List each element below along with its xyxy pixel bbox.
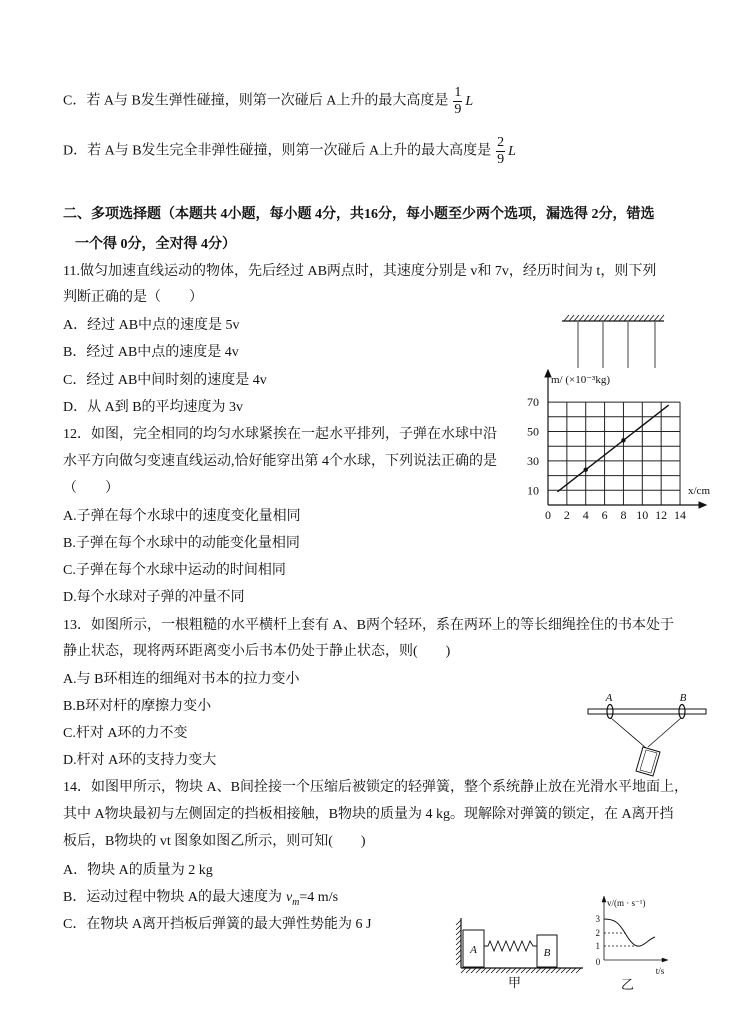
block-a-label: A xyxy=(470,944,477,956)
ceiling-hatch xyxy=(644,315,649,321)
velocity-subscript: m xyxy=(292,896,300,908)
floor-hatch xyxy=(551,968,556,973)
wall-hatch xyxy=(456,930,461,935)
string-b xyxy=(648,718,681,747)
floor-hatch xyxy=(511,968,516,973)
section-heading-line-2: 一个得 0分，全对得 4分） xyxy=(75,237,236,252)
wall-hatch xyxy=(456,950,461,955)
v-tick-label: 3 xyxy=(595,914,600,924)
x-tick-label: 8 xyxy=(620,508,627,522)
floor-hatch xyxy=(501,968,506,973)
ceiling-hatch xyxy=(654,315,659,321)
floor-hatch xyxy=(461,968,466,973)
y-tick-label: 70 xyxy=(527,395,539,410)
floor-hatch xyxy=(536,968,541,973)
x-tick-label: 14 xyxy=(674,508,687,522)
y-tick-label: 30 xyxy=(527,453,539,468)
ceiling-hatch xyxy=(634,315,639,321)
q13-option-d: D.杆对 A环的支持力变大 xyxy=(63,753,217,768)
q12-option-c: C.子弹在每个水球中运动的时间相同 xyxy=(63,563,286,578)
q11-option-c: C．经过 AB中间时刻的速度是 4v xyxy=(63,373,267,388)
x-tick-label: 12 xyxy=(655,508,668,522)
q12-stem-line-3: （ ） xyxy=(63,481,119,496)
ceiling-hatch xyxy=(599,315,604,321)
v-tick-label: 2 xyxy=(595,928,600,938)
x-axis-label: x/cm xyxy=(688,485,710,497)
wall-hatch xyxy=(456,940,461,945)
q14-option-b-text: B．运动过程中物块 A的最大速度为 xyxy=(63,890,282,905)
floor-hatch xyxy=(506,968,511,973)
floor-hatch xyxy=(516,968,521,973)
x-tick-label: 0 xyxy=(545,508,551,522)
x-axis-arrow xyxy=(699,502,706,508)
hanging-strings-figure xyxy=(555,310,670,372)
length-symbol: L xyxy=(508,143,516,159)
block-b-label: B xyxy=(543,947,551,959)
floor-hatch xyxy=(486,968,491,973)
fraction-numerator: 2 xyxy=(497,135,505,150)
rod-rings-book-figure xyxy=(580,690,715,780)
ceiling-hatch xyxy=(639,315,644,321)
ceiling-hatch xyxy=(594,315,599,321)
floor-hatch xyxy=(466,968,471,973)
q12-option-d: D.每个水球对子弹的冲量不同 xyxy=(63,590,245,605)
floor-hatch xyxy=(541,968,546,973)
v-axis-arrow xyxy=(602,896,606,902)
y-axis-label: m/ (×10⁻³kg) xyxy=(551,374,610,386)
q14-option-a: A．物块 A的质量为 2 kg xyxy=(63,863,213,878)
wall-hatch xyxy=(456,920,461,925)
ceiling-hatch xyxy=(609,315,614,321)
spring-blocks-figure xyxy=(448,912,593,976)
fraction-denominator: 9 xyxy=(454,102,462,117)
section-heading-line-1: 二、多项选择题（本题共 4小题，每小题 4分，共16分，每小题至少两个选项，漏选得 2分，错选 xyxy=(63,207,655,222)
floor-hatch xyxy=(496,968,501,973)
ceiling-hatch xyxy=(629,315,634,321)
q10-option-d xyxy=(63,135,516,168)
length-symbol: L xyxy=(465,93,474,109)
ring-a-label: A xyxy=(605,692,613,704)
ceiling-hatch xyxy=(619,315,624,321)
ceiling-hatch xyxy=(659,315,664,321)
floor-hatch xyxy=(556,968,561,973)
floor-hatch xyxy=(571,968,576,973)
ceiling-hatch xyxy=(649,315,654,321)
x-tick-label: 6 xyxy=(601,508,608,522)
q14-stem-line-1: 14．如图甲所示，物块 A、B间拴接一个压缩后被锁定的轻弹簧，整个系统静止放在光滑水平地面上， xyxy=(63,780,688,795)
t-axis-arrow xyxy=(662,958,668,962)
y-tick-label: 10 xyxy=(527,483,539,498)
floor-hatch xyxy=(481,968,486,973)
q13-option-a: A.与 B环相连的细绳对书本的拉力变小 xyxy=(63,672,300,687)
floor-hatch xyxy=(576,968,581,973)
q10-option-c xyxy=(63,85,473,118)
data-point xyxy=(621,438,625,442)
v-axis-label: v/(m · s⁻¹) xyxy=(607,898,646,908)
q11-option-a: A．经过 AB中点的速度是 5v xyxy=(63,318,240,333)
fraction-numerator: 1 xyxy=(454,85,462,100)
origin-label: 0 xyxy=(595,957,601,967)
q13-option-b: B.B环对杆的摩擦力变小 xyxy=(63,699,212,714)
floor-hatch xyxy=(561,968,566,973)
ceiling-hatch xyxy=(564,315,569,321)
wall-hatch xyxy=(456,935,461,940)
q12-stem-line-1: 12．如图，完全相同的均匀水球紧挨在一起水平排列，子弹在水球中沿 xyxy=(63,427,497,442)
ceiling-hatch xyxy=(569,315,574,321)
ceiling-hatch xyxy=(624,315,629,321)
ceiling-hatch xyxy=(604,315,609,321)
floor-hatch xyxy=(476,968,481,973)
ceiling-hatch xyxy=(579,315,584,321)
data-line xyxy=(557,405,668,492)
mass-length-graph xyxy=(515,365,725,527)
fraction xyxy=(496,135,505,168)
ring-b-label: B xyxy=(679,692,687,704)
floor-hatch xyxy=(566,968,571,973)
fraction xyxy=(453,85,462,118)
x-tick-label: 10 xyxy=(636,508,649,522)
q13-stem-line-1: 13．如图所示，一根粗糙的水平横杆上套有 A、B两个轻环，系在两环上的等长细绳拴住的书本处于 xyxy=(63,618,674,633)
velocity-time-graph xyxy=(585,893,670,978)
q14-option-b xyxy=(63,889,338,912)
x-tick-label: 4 xyxy=(582,508,589,522)
q12-option-b: B.子弹在每个水球中的动能变化量相同 xyxy=(63,536,300,551)
wall-hatch xyxy=(456,945,461,950)
q14-stem-line-2: 其中 A物块最初与左侧固定的挡板相接触，B物块的质量为 4 kg。现解除对弹簧的锁定，在 A离开挡 xyxy=(63,807,674,822)
q12-option-a: A.子弹在每个水球中的速度变化量相同 xyxy=(63,509,301,524)
q10-option-d-text: D．若 A与 B发生完全非弹性碰撞，则第一次碰后 A上升的最大高度是 xyxy=(63,143,492,159)
floor-hatch xyxy=(526,968,531,973)
floor-hatch xyxy=(521,968,526,973)
ceiling-hatch xyxy=(589,315,594,321)
figure-caption-jia: 甲 xyxy=(508,975,522,990)
y-tick-label: 50 xyxy=(527,424,539,439)
horizontal-rod xyxy=(588,709,706,714)
ceiling-hatch xyxy=(584,315,589,321)
wall-hatch xyxy=(456,960,461,965)
t-axis-label: t/s xyxy=(655,966,665,976)
velocity-symbol: v xyxy=(285,890,293,905)
q11-stem-line-1: 11.做匀加速直线运动的物体，先后经过 AB两点时，其速度分别是 v和 7v，经历时间为 t，则下列 xyxy=(63,264,657,279)
q12-stem-line-2: 水平方向做匀变速直线运动,恰好能穿出第 4个水球，下列说法正确的是 xyxy=(63,454,497,469)
wall-hatch xyxy=(456,955,461,960)
book xyxy=(636,747,660,776)
string-a xyxy=(611,718,646,748)
q11-option-d: D．从 A到 B的平均速度为 3v xyxy=(63,400,244,415)
spring xyxy=(484,941,537,951)
wall-hatch xyxy=(456,925,461,930)
q11-stem-line-2: 判断正确的是（ ） xyxy=(63,290,203,305)
q13-stem-line-2: 静止状态，现将两环距离变小后书本仍处于静止状态，则( ) xyxy=(63,644,451,659)
q13-option-c: C.杆对 A环的力不变 xyxy=(63,726,188,741)
x-tick-label: 2 xyxy=(563,508,570,522)
fraction-denominator: 9 xyxy=(497,152,505,167)
ceiling-hatch xyxy=(574,315,579,321)
velocity-curve xyxy=(604,919,655,946)
floor-hatch xyxy=(531,968,536,973)
floor-hatch xyxy=(471,968,476,973)
floor-hatch xyxy=(546,968,551,973)
ceiling-hatch xyxy=(614,315,619,321)
q14-stem-line-3: 板后，B物块的 vt 图象如图乙所示，则可知( ) xyxy=(63,834,366,849)
v-tick-label: 1 xyxy=(595,941,600,951)
q10-option-c-text: C．若 A与 B发生弹性碰撞，则第一次碰后 A上升的最大高度是 xyxy=(63,93,449,109)
floor-hatch xyxy=(491,968,496,973)
figure-caption-yi: 乙 xyxy=(621,977,635,992)
q11-option-b: B．经过 AB中点的速度是 4v xyxy=(63,345,239,360)
q14-option-c: C．在物块 A离开挡板后弹簧的最大弹性势能为 6 J xyxy=(63,917,372,932)
data-point xyxy=(584,468,588,472)
velocity-value: =4 m/s xyxy=(299,890,339,905)
